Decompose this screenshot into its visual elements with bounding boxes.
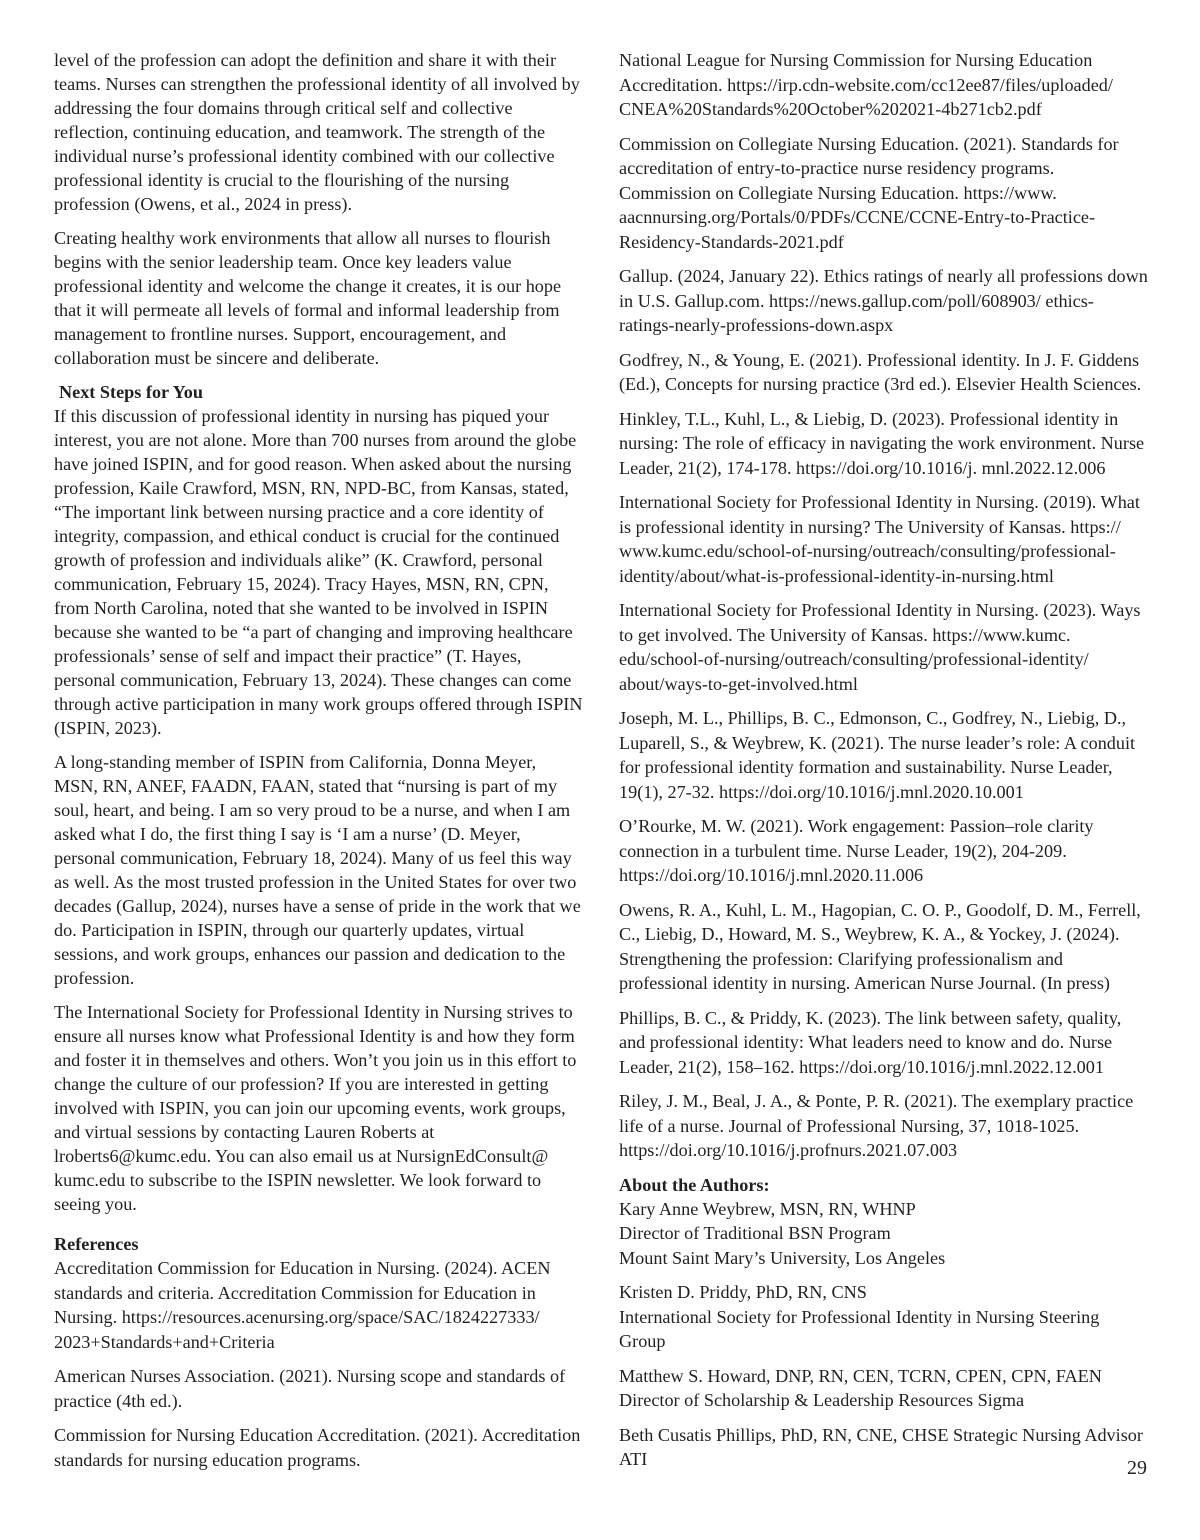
paragraph: A long-standing member of ISPIN from California, Donna Meyer, MSN, RN, ANEF, FAADN, FAAN, stated that “nursing is part of my soul, heart, and being. I am so very proud to be a nurse, and when I am asked what I do, the first thing I say is ‘I am a nurse’ (D. Meyer, personal communication, February 18, 2024). Many of us feel this way as well. As the most trusted profession in the United States for over two decades (Gallup, 2024), nurses have a sense of pride in the work that we do. Participation in ISPIN, through our quarterly updates, virtual sessions, and work groups, enhances our passion and dedication to the profession.: [54, 752, 581, 988]
reference-item: International Society for Professional Identity in Nursing. (2019). What is professional identity in nursing? The University of Kansas. https:// www.kumc.edu/school-of-nursing/outreach/consulting/professional- identity/about/what-is-professional-identity-in-nursing.html: [619, 492, 1140, 586]
paragraph: level of the profession can adopt the definition and share it with their teams. Nurses can strengthen the professional identity of all involved by addressing the four domains through critical self and collective reflection, continuing education, and teamwork. The strength of the individual nurse’s professional identity combined with our collective professional identity is crucial to the flourishing of the nursing profession (Owens, et al., 2024 in press).: [54, 50, 580, 214]
reference-item: National League for Nursing Commission for Nursing Education Accreditation. https://irp.cdn-website.com/cc12ee87/files/uploaded/ CNEA%20Standards%20October%202021-4b271cb2.pdf: [619, 50, 1113, 119]
author-entry: [619, 1197, 1149, 1271]
references-heading: References: [54, 1234, 139, 1254]
author-name: Kristen D. Priddy, PhD, RN, CNS: [619, 1282, 867, 1302]
paragraph: Creating healthy work environments that allow all nurses to flourish begins with the senior leadership team. Once key leaders value professional identity and welcome the change it creates, it is our hope that it will permeate all levels of formal and informal leadership from management to frontline nurses. Support, encouragement, and collaboration must be sincere and deliberate.: [54, 228, 562, 368]
reference-item: Riley, J. M., Beal, J. A., & Ponte, P. R. (2021). The exemplary practice life of a nurse. Journal of Professional Nursing, 37, 1018-1025. https://doi.org/10.1016/j.profnurs.2021.07.003: [619, 1091, 1134, 1160]
author-affiliation: Mount Saint Mary’s University, Los Angeles: [619, 1247, 946, 1268]
author-affiliation: International Society for Professional Identity in Nursing Steering Group: [619, 1306, 1100, 1351]
reference-item: Joseph, M. L., Phillips, B. C., Edmonson, C., Godfrey, N., Liebig, D., Luparell, S., & Weybrew, K. (2021). The nurse leader’s role: A conduit for professional identity formation and sustainability. Nurse Leader, 19(1), 27-32. https://doi.org/10.1016/j.mnl.2020.10.001: [619, 708, 1136, 802]
right-column: [619, 48, 1149, 1482]
author-name: Matthew S. Howard, DNP, RN, CEN, TCRN, CPEN, CPN, FAEN: [619, 1365, 1102, 1386]
author-entry: [619, 1364, 1149, 1413]
author-name: Kary Anne Weybrew, MSN, RN, WHNP: [619, 1198, 916, 1219]
author-affiliation: Director of Traditional BSN Program: [619, 1223, 891, 1243]
reference-item: Commission for Nursing Education Accreditation. (2021). Accreditation standards for nursing education programs.: [54, 1425, 581, 1470]
about-authors-heading: About the Authors:: [619, 1174, 770, 1195]
page-number: 29: [1127, 1457, 1147, 1479]
paragraph: The International Society for Professional Identity in Nursing strives to ensure all nurses know what Professional Identity is and how they form and foster it in themselves and others. Won’t you join us in this effort to change the culture of our profession? If you are interested in getting involved with ISPIN, you can join our upcoming events, work groups, and virtual sessions by contacting Lauren Roberts at lroberts6@kumc.edu. You can also email us at NursignEdConsult@ kumc.edu to subscribe to the ISPIN newsletter. We look forward to seeing you.: [54, 1002, 577, 1214]
author-entry: [619, 1423, 1149, 1472]
author-entry: [619, 1280, 1149, 1354]
next-steps-heading: Next Steps for You: [59, 382, 203, 402]
reference-item: Owens, R. A., Kuhl, L. M., Hagopian, C. O. P., Goodolf, D. M., Ferrell, C., Liebig, D., Howard, M. S., Weybrew, K. A., & Yockey, J. (2024). Strengthening the profession: Clarifying professionalism and professional identity in nursing. American Nurse Journal. (In press): [619, 899, 1141, 993]
reference-item: O’Rourke, M. W. (2021). Work engagement: Passion–role clarity connection in a turbulent time. Nurse Leader, 19(2), 204-209. https://doi.org/10.1016/j.mnl.2020.11.006: [619, 816, 1094, 885]
reference-item: Phillips, B. C., & Priddy, K. (2023). The link between safety, quality, and professional identity: What leaders need to know and do. Nurse Leader, 21(2), 158–162. https://doi.org/10.1016/j.mnl.2022.12.001: [619, 1007, 1122, 1077]
left-column: [54, 48, 584, 1482]
author-name: Beth Cusatis Phillips, PhD, RN, CNE, CHSE Strategic Nursing Advisor ATI: [619, 1424, 1143, 1469]
reference-item: International Society for Professional Identity in Nursing. (2023). Ways to get involved. The University of Kansas. https://www.kumc. edu/school-of-nursing/outreach/consulting/professional-identity/ about/ways-to-get-involved.html: [619, 600, 1141, 694]
paragraph: If this discussion of professional identity in nursing has piqued your interest, you are not alone. More than 700 nurses from around the globe have joined ISPIN, and for good reason. When asked about the nursing profession, Kaile Crawford, MSN, RN, NPD-BC, from Kansas, stated, “The important link between nursing practice and a core identity of integrity, compassion, and ethical conduct is crucial for the continued growth of profession and individuals alike” (K. Crawford, personal communication, February 15, 2024). Tracy Hayes, MSN, RN, CPN, from North Carolina, noted that she wanted to be involved in ISPIN because she wanted to be “a part of changing and improving healthcare professionals’ sense of self and impact their practice” (T. Hayes, personal communication, February 13, 2024). These changes can come through active participation in many work groups offered through ISPIN (ISPIN, 2023).: [54, 406, 583, 738]
reference-item: Gallup. (2024, January 22). Ethics ratings of nearly all professions down in U.S. Gallup.com. https://news.gallup.com/poll/608903/ ethics-ratings-nearly-professions-down.aspx: [619, 266, 1148, 335]
author-affiliation: Director of Scholarship & Leadership Resources Sigma: [619, 1390, 1025, 1410]
reference-item: Commission on Collegiate Nursing Education. (2021). Standards for accreditation of entry-to-practice nurse residency programs. Commission on Collegiate Nursing Education. https://www. aacnnursing.org/Portals/0/PDFs/CCNE/CCNE-Entry-to-Practice- Residency-Standards-2021.pdf: [619, 133, 1119, 252]
reference-item: Godfrey, N., & Young, E. (2021). Professional identity. In J. F. Giddens (Ed.), Concepts for nursing practice (3rd ed.). Elsevier Health Sciences.: [619, 349, 1142, 394]
reference-item: Hinkley, T.L., Kuhl, L., & Liebig, D. (2023). Professional identity in nursing: The role of efficacy in navigating the work environment. Nurse Leader, 21(2), 174-178. https://doi.org/10.1016/j. mnl.2022.12.006: [619, 408, 1145, 478]
reference-item: American Nurses Association. (2021). Nursing scope and standards of practice (4th ed.).: [54, 1366, 566, 1411]
reference-item: Accreditation Commission for Education in Nursing. (2024). ACEN standards and criteria. Accreditation Commission for Education in Nursing. https://resources.acenursing.org/space/SAC/1824227333/ 2023+Standards+and+Criteria: [54, 1258, 551, 1352]
